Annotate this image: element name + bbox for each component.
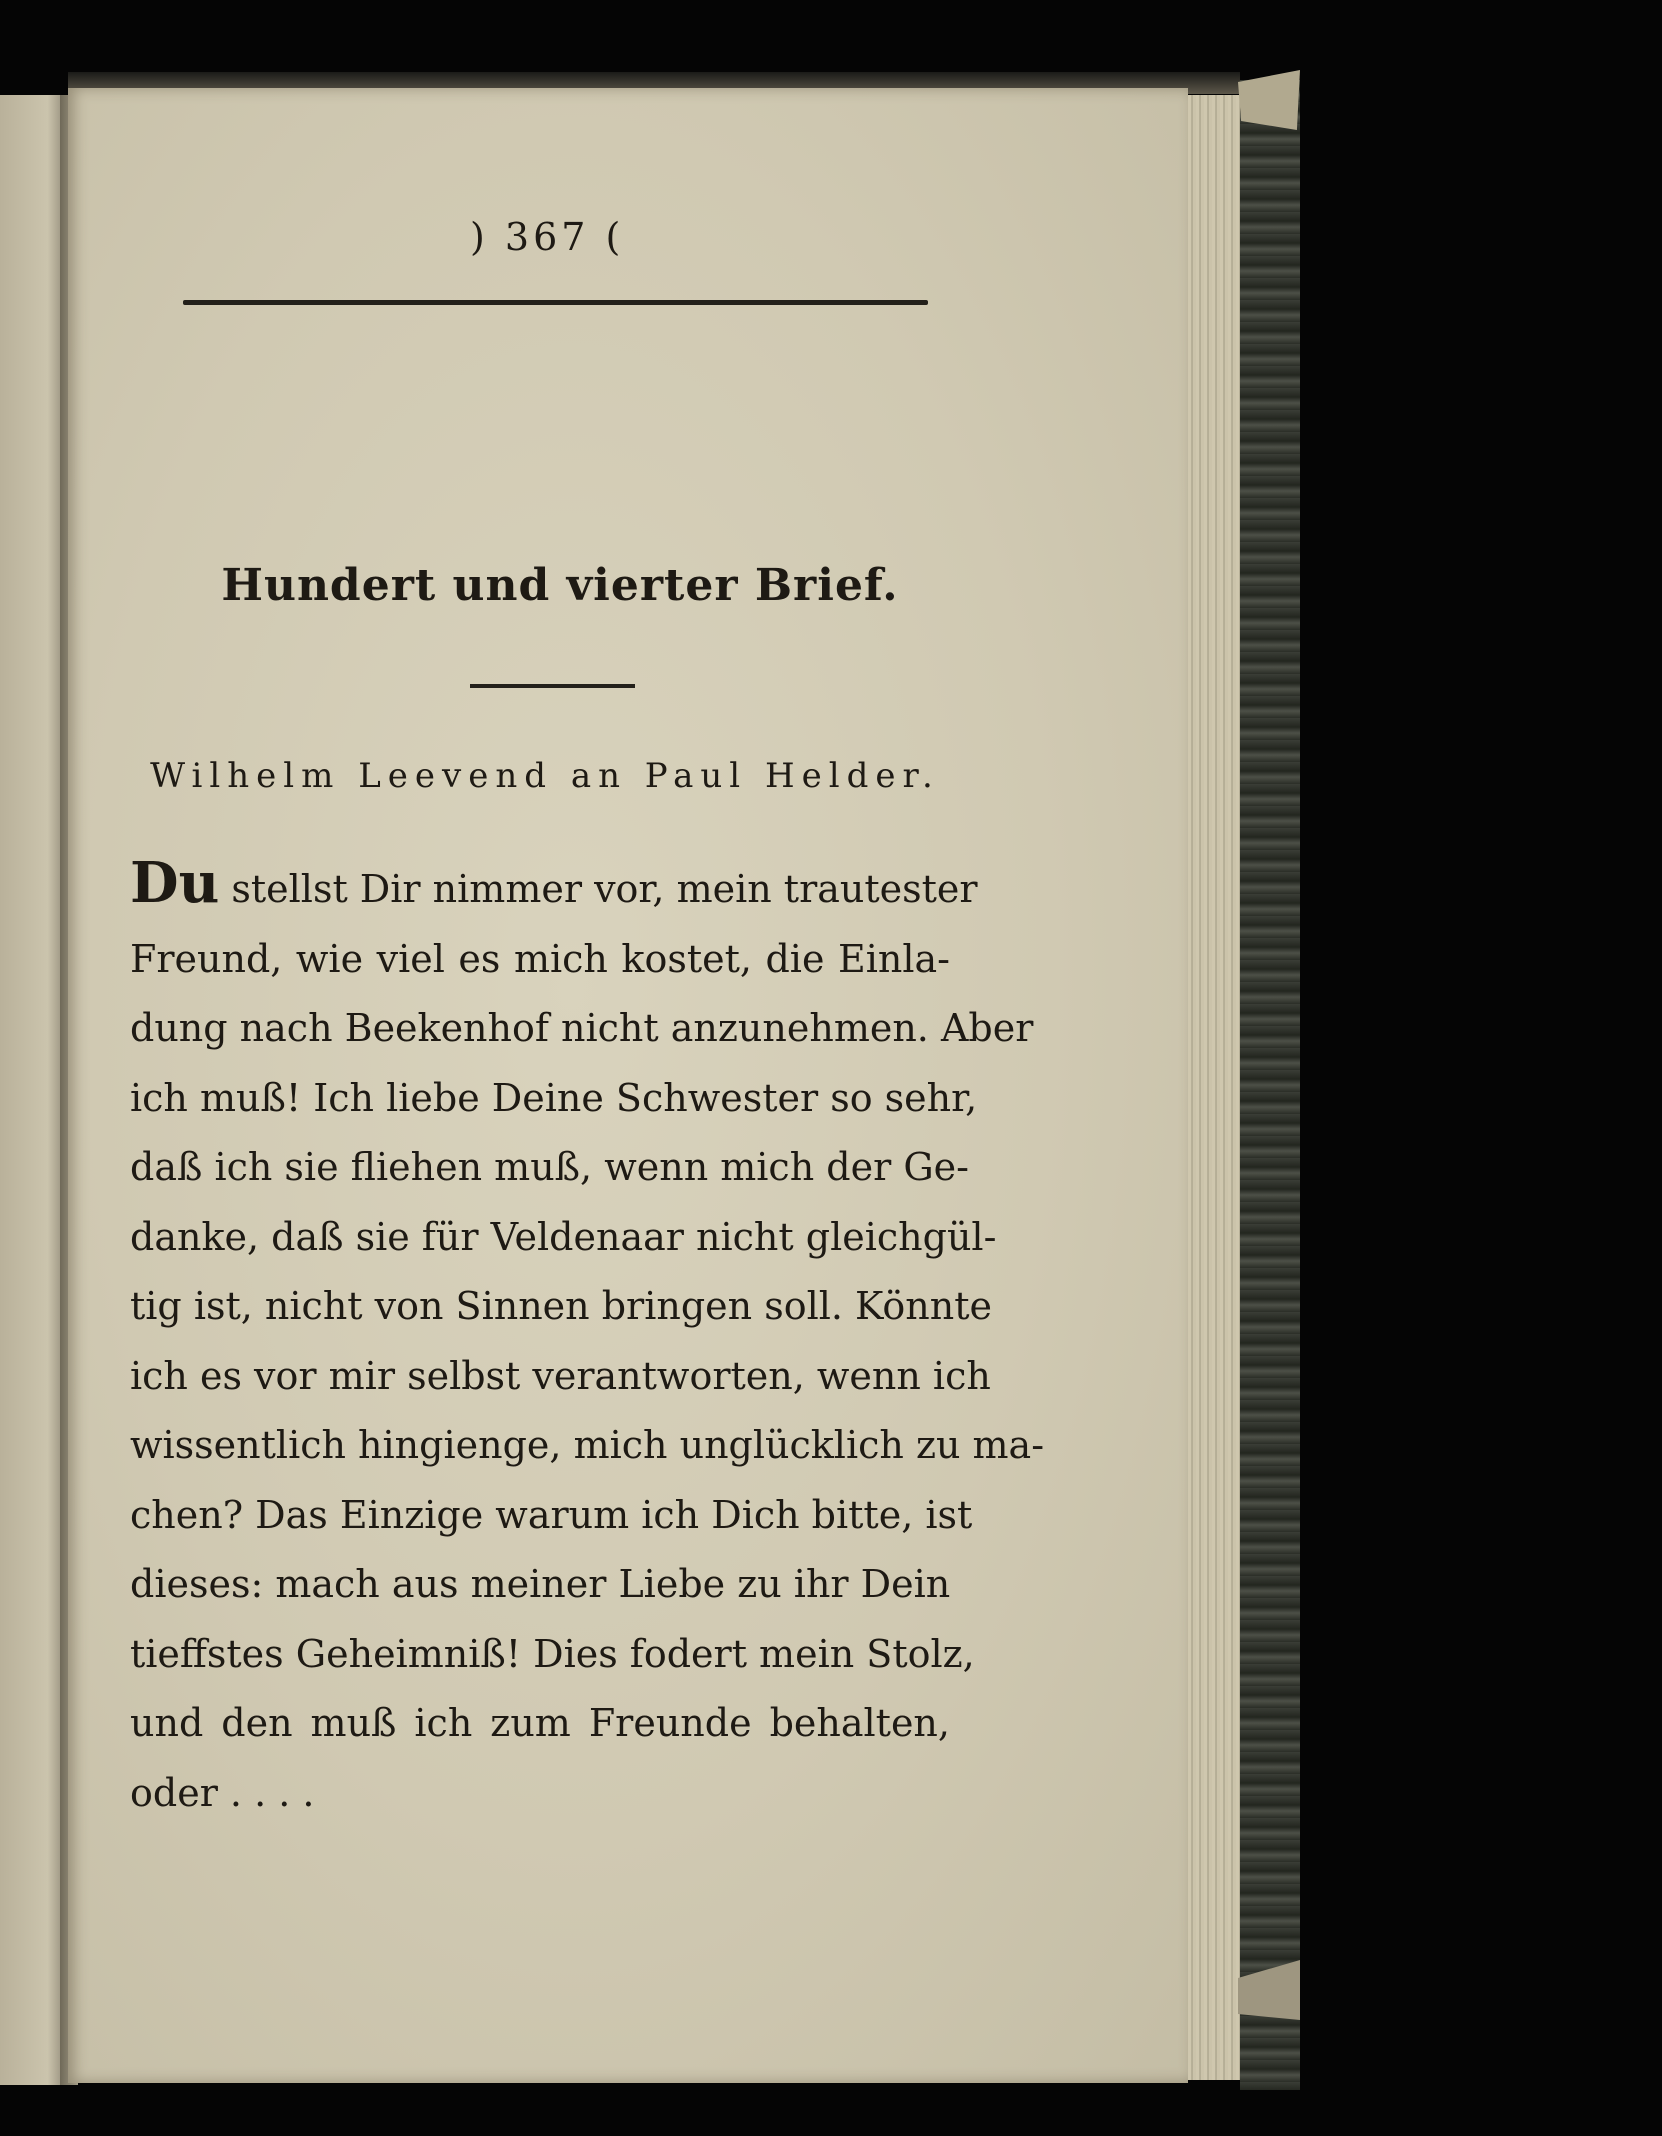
- body-line-7: tig ist, nicht von Sinnen bringen soll. Könnte: [130, 1284, 992, 1328]
- body-line-text: stellst Dir nimmer vor, mein trautester: [231, 867, 978, 911]
- letter-heading: Hundert und vierter Brief.: [221, 560, 899, 611]
- body-line-6: danke, daß sie für Veldenaar nicht gleichgül-: [130, 1214, 997, 1259]
- body-line-13: und den muß ich zum Freunde behalten,: [130, 1701, 950, 1745]
- body-line-9: wissentlich hingienge, mich unglücklich zu ma-: [130, 1423, 1045, 1467]
- book-cover-edge: [1240, 80, 1300, 2090]
- body-line-14: oder . . . .: [130, 1770, 315, 1815]
- body-line-5: daß ich sie fliehen muß, wenn mich der Ge-: [130, 1145, 970, 1189]
- previous-page-edge: [0, 95, 68, 2085]
- body-line-3: dung nach Beekenhof nicht anzunehmen. Aber: [130, 1006, 1034, 1050]
- drop-cap: Du: [130, 850, 220, 916]
- letter-address: Wilhelm Leevend an Paul Helder.: [150, 756, 940, 796]
- body-line-12: tieffstes Geheimniß! Dies fodert mein Stolz,: [130, 1631, 975, 1676]
- page-stack-edges: [1188, 95, 1240, 2080]
- letter-body: [130, 850, 1045, 1828]
- body-line-1: [130, 850, 978, 925]
- body-line-10: chen? Das Einzige warum ich Dich bitte, ist: [130, 1492, 973, 1537]
- body-line-11: dieses: mach aus meiner Liebe zu ihr Dein: [130, 1562, 951, 1606]
- body-line-2: Freund, wie viel es mich kostet, die Einla-: [130, 936, 950, 981]
- page-number: ) 367 (: [470, 215, 625, 259]
- body-line-8: ich es vor mir selbst verantworten, wenn ich: [130, 1353, 991, 1398]
- cover-corner-top: [1238, 70, 1300, 130]
- header-rule: [183, 300, 928, 305]
- heading-rule: [470, 684, 635, 688]
- body-line-4: ich muß! Ich liebe Deine Schwester so sehr,: [130, 1075, 978, 1120]
